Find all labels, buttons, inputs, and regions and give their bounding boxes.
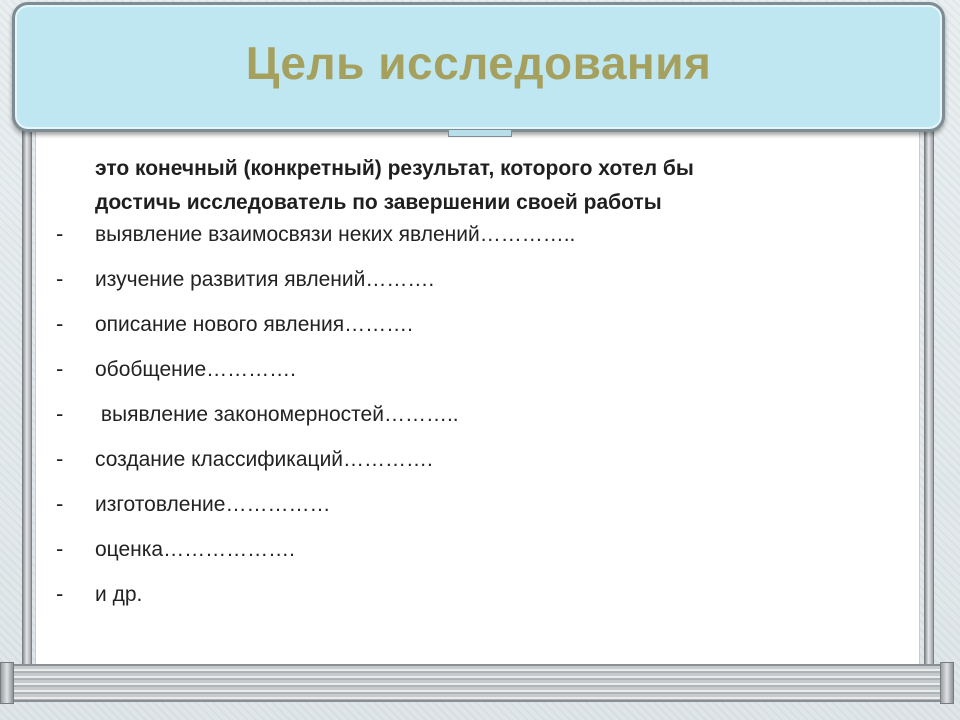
bottom-scroll-rod (4, 664, 950, 702)
list-item (56, 446, 906, 491)
list-item (56, 221, 906, 266)
list-item-text: создание классификаций…………. (95, 448, 433, 471)
bullet-dash: - (56, 311, 64, 336)
list-item (56, 356, 906, 401)
right-scroll-rod (924, 128, 934, 668)
bullet-dash: - (56, 266, 64, 291)
bullet-dash: - (56, 581, 64, 606)
list-item-text: выявление взаимосвязи неких явлений………….. (95, 223, 576, 246)
list-item-text: изготовление…………… (95, 493, 331, 516)
list-item (56, 311, 906, 356)
definition-line-2: достичь исследователь по завершении своей работы (95, 191, 662, 214)
title-banner-tab (448, 130, 512, 137)
bullet-dash: - (56, 536, 64, 561)
bullet-dash: - (56, 221, 64, 246)
goals-list (56, 221, 906, 626)
list-item (56, 491, 906, 536)
definition-line-1: это конечный (конкретный) результат, которого хотел бы (95, 157, 694, 180)
bottom-rod-left-cap (0, 662, 14, 704)
definition-text (95, 152, 906, 220)
bottom-rod-right-cap (940, 662, 954, 704)
list-item (56, 536, 906, 581)
left-scroll-rod (22, 128, 32, 668)
slide-title: Цель исследования (245, 37, 712, 89)
bullet-dash: - (56, 491, 64, 516)
list-item (56, 266, 906, 311)
list-item (56, 401, 906, 446)
list-item-text: выявление закономерностей……….. (95, 403, 459, 426)
slide-body (56, 152, 906, 626)
list-item-text: описание нового явления………. (95, 313, 413, 336)
list-item-text: обобщение…………. (95, 358, 296, 381)
list-item-text: оценка………………. (95, 538, 295, 561)
list-item (56, 581, 906, 626)
bullet-dash: - (56, 356, 64, 381)
bullet-dash: - (56, 401, 64, 426)
list-item-text: и др. (95, 583, 143, 606)
title-banner (12, 2, 945, 132)
list-item-text: изучение развития явлений………. (95, 268, 435, 291)
bullet-dash: - (56, 446, 64, 471)
